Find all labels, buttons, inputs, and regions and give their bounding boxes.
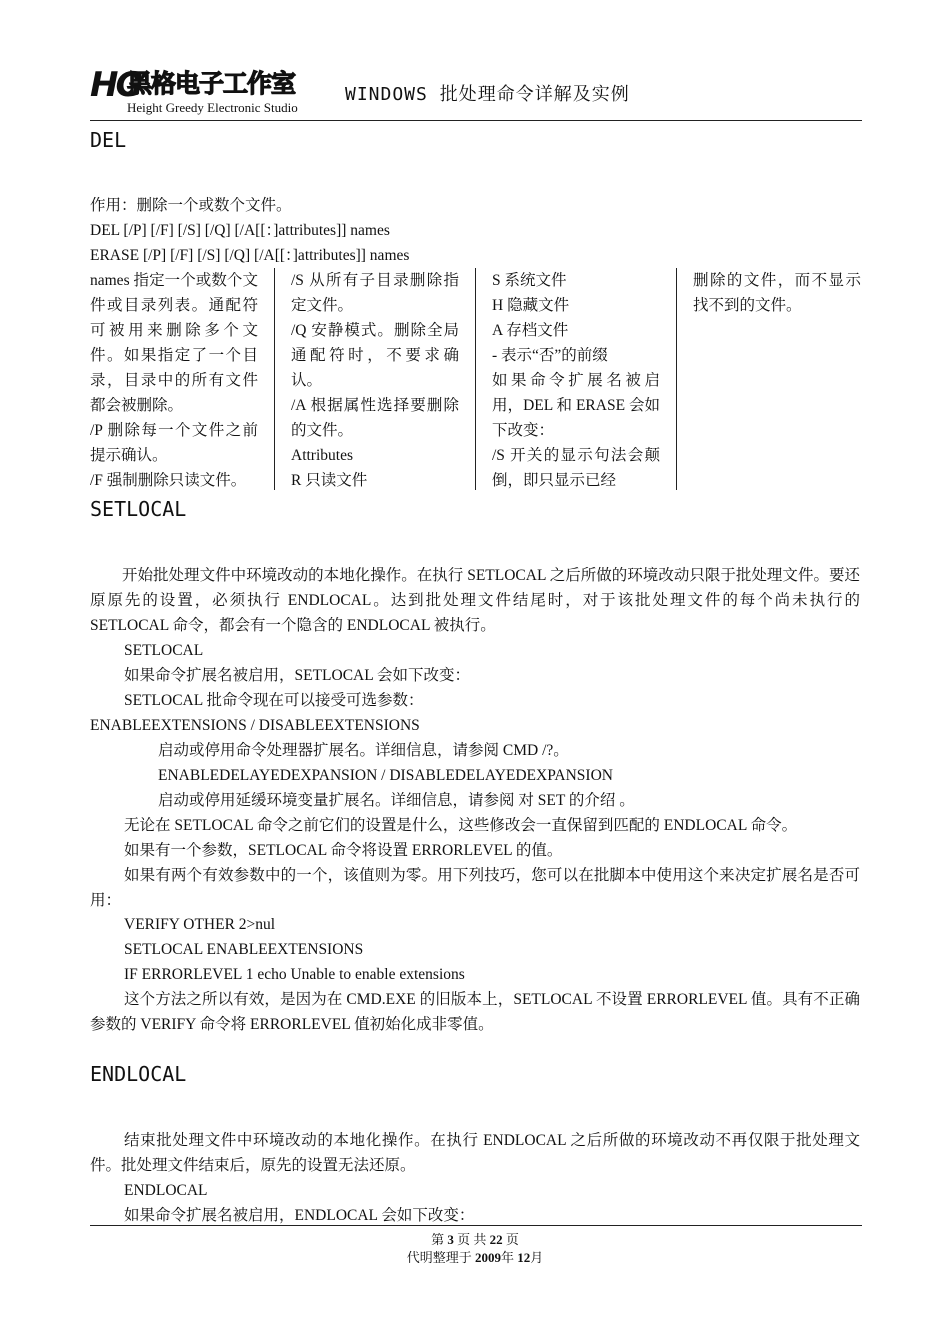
setlocal-heading: SETLOCAL [90, 497, 187, 521]
setlocal-syntax: SETLOCAL [124, 642, 204, 659]
column-divider [475, 268, 476, 490]
compiled-year: 2009 [474, 1250, 501, 1265]
endlocal-heading: ENDLOCAL [90, 1062, 187, 1086]
del-col4-item: 删除的文件，而不显示找不到的文件。 [693, 272, 861, 314]
setlocal-ext-note: 如果命令扩展名被启用，SETLOCAL 会如下改变： [124, 667, 471, 684]
setlocal-errorlevel-note: 如果有一个参数，SETLOCAL 命令将设置 ERRORLEVEL 的值。 [124, 842, 563, 859]
del-column-1 [90, 268, 258, 493]
del-col2-item: Attributes [291, 447, 353, 464]
code-line: VERIFY OTHER 2>nul [124, 916, 276, 933]
del-col3-item: /S 开关的显示句法会颠倒，即只显示已经 [492, 447, 660, 489]
compiled-by: 代明整理于 [406, 1250, 472, 1265]
del-col3-item: 如果命令扩展名被启用，DEL 和 ERASE 会如下改变： [492, 372, 660, 439]
del-purpose: 作用：删除一个或数个文件。 [90, 197, 292, 214]
page-number-middle: 页 共 [457, 1232, 487, 1247]
compiled-date [0, 1249, 950, 1267]
del-column-4 [693, 268, 861, 318]
del-col1-item: /F 强制删除只读文件。 [90, 472, 247, 489]
del-col3-item: - 表示“否”的前缀 [492, 347, 608, 364]
setlocal-technique-paragraph: 如果有两个有效参数中的一个，该值则为零。用下列技巧，您可以在批脚本中使用这个来决定扩展名是否可用： [90, 867, 860, 909]
compiled-month: 12 [517, 1250, 531, 1265]
logo-english-name: Height Greedy Electronic Studio [127, 100, 298, 115]
document-title: WINDOWS 批处理命令详解及实例 [345, 84, 630, 105]
setlocal-intro-paragraph: 开始批处理文件中环境改动的本地化操作。在执行 SETLOCAL 之后所做的环境改动只限于批处理文件。要还原原先的设置，必须执行 ENDLOCAL。达到批处理文件结尾时，对于该批处理文件的每个尚未执行的 SETLOCAL 命令，都会有一个隐含的 ENDLOCAL 被执行。 [90, 567, 860, 634]
total-pages: 22 [489, 1232, 503, 1247]
endlocal-ext-note: 如果命令扩展名被启用，ENDLOCAL 会如下改变： [124, 1207, 475, 1224]
endlocal-syntax: ENDLOCAL [124, 1182, 208, 1199]
code-line: IF ERRORLEVEL 1 echo Unable to enable extensions [124, 966, 465, 983]
logo-mark: HG [90, 65, 141, 105]
page-number-suffix: 页 [505, 1232, 519, 1247]
del-col2-item: /Q 安静模式。删除全局通配符时，不要求确认。 [291, 322, 459, 389]
year-suffix: 年 [500, 1250, 514, 1265]
endlocal-intro-paragraph: 结束批处理文件中环境改动的本地化操作。在执行 ENDLOCAL 之后所做的环境改动不再仅限于批处理文件。批处理文件结束后，原先的设置无法还原。 [90, 1132, 860, 1174]
setlocal-param-extensions: ENABLEEXTENSIONS / DISABLEEXTENSIONS [90, 717, 420, 734]
code-line: SETLOCAL ENABLEEXTENSIONS [124, 941, 364, 958]
del-column-3 [492, 268, 660, 493]
del-col3-item: A 存档文件 [492, 322, 569, 339]
setlocal-param-delayed: ENABLEDELAYEDEXPANSION / DISABLEDELAYEDEXPANSION [158, 767, 613, 784]
del-col3-item: S 系统文件 [492, 272, 567, 289]
del-col2-item: /S 从所有子目录删除指定文件。 [291, 272, 459, 314]
setlocal-param-delayed-desc: 启动或停用延缓环境变量扩展名。详细信息，请参阅 对 SET 的介绍 。 [158, 792, 635, 809]
page-number-prefix: 第 [431, 1232, 445, 1247]
page-number [0, 1231, 950, 1249]
del-syntax: DEL [/P] [/F] [/S] [/Q] [/A[[：]attributes]] names [90, 222, 390, 239]
del-column-2 [291, 268, 459, 493]
del-col2-item: R 只读文件 [291, 472, 368, 489]
setlocal-optional-params: SETLOCAL 批命令现在可以接受可选参数： [124, 692, 424, 709]
del-heading: DEL [90, 128, 127, 152]
current-page: 3 [447, 1232, 454, 1247]
setlocal-explanation-paragraph: 这个方法之所以有效，是因为在 CMD.EXE 的旧版本上，SETLOCAL 不设置 ERRORLEVEL 值。具有不正确参数的 VERIFY 命令将 ERRORLEVEL 值初始化成非零值。 [90, 991, 860, 1033]
del-col1-item: names 指定一个或数个文件或目录列表。通配符可被用来删除多个文件。如果指定了一个目录，目录中的所有文件都会被删除。 [90, 272, 258, 414]
setlocal-param-extensions-desc: 启动或停用命令处理器扩展名。详细信息，请参阅 CMD /?。 [158, 742, 569, 759]
logo-chinese-name: 黑格电子工作室 [127, 69, 296, 98]
del-col1-item: /P 删除每一个文件之前提示确认。 [90, 422, 258, 464]
header-rule [90, 120, 862, 121]
column-divider [676, 268, 677, 490]
footer-rule [90, 1225, 862, 1226]
setlocal-persistence-note: 无论在 SETLOCAL 命令之前它们的设置是什么，这些修改会一直保留到匹配的 ENDLOCAL 命令。 [124, 817, 798, 834]
del-col3-item: H 隐藏文件 [492, 297, 570, 314]
month-suffix: 月 [530, 1250, 544, 1265]
erase-syntax: ERASE [/P] [/F] [/S] [/Q] [/A[[：]attributes]] names [90, 247, 410, 264]
column-divider [274, 268, 275, 490]
del-col2-item: /A 根据属性选择要删除的文件。 [291, 397, 459, 439]
